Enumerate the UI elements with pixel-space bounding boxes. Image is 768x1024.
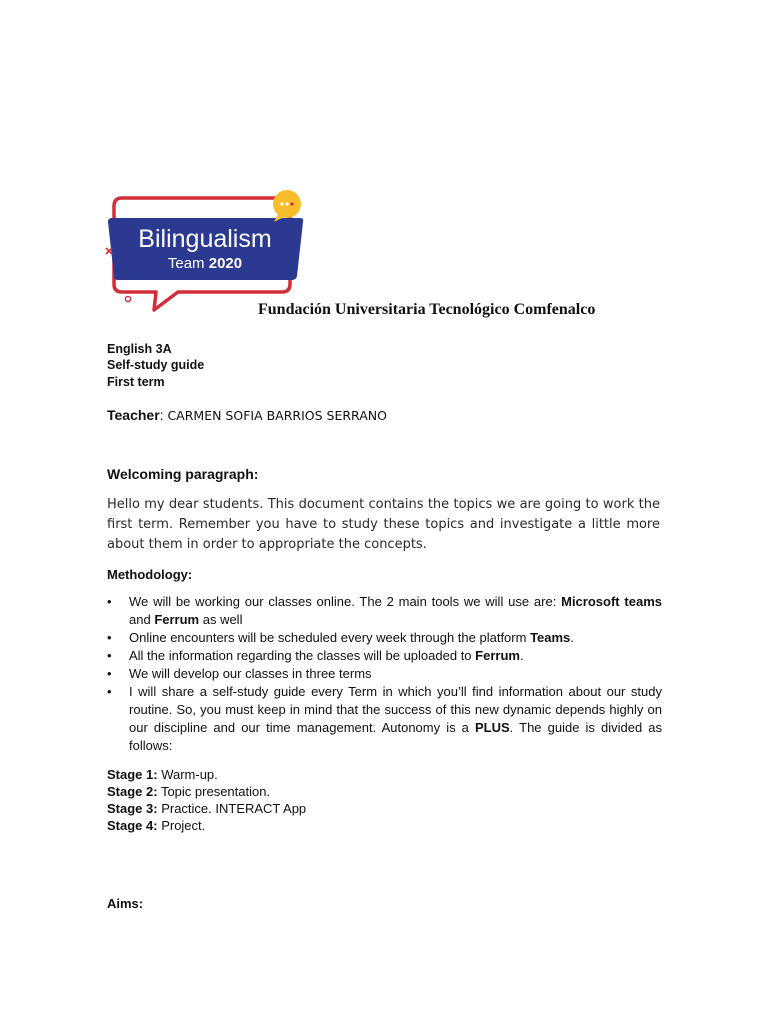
logo-line2: Team 2020: [167, 255, 243, 272]
logo-line1: Bilingualism: [138, 225, 272, 253]
bilingualism-team-logo: [104, 184, 306, 316]
methodology-heading: Methodology:: [107, 567, 193, 582]
methodology-item: • Online encounters will be scheduled every week through the platform Teams.: [107, 629, 662, 647]
stage-item: Stage 3: Practice. INTERACT App: [107, 801, 307, 816]
course-name: English 3A: [107, 342, 172, 356]
guide-title: Self-study guide: [107, 358, 205, 372]
stage-item: Stage 2: Topic presentation.: [107, 784, 271, 799]
teacher-name: CARMEN SOFIA BARRIOS SERRANO: [167, 408, 387, 423]
teacher-label: Teacher: [107, 407, 160, 423]
stages-list: [107, 766, 306, 834]
methodology-item: • All the information regarding the classes will be uploaded to Ferrum.: [107, 647, 662, 665]
stage-item: Stage 4: Project.: [107, 818, 206, 833]
aims-heading: Aims:: [107, 896, 144, 911]
methodology-item: • We will be working our classes online. The 2 main tools we will use are: Microsoft teams and Ferrum as well: [107, 593, 662, 629]
stage-item: Stage 1: Warm-up.: [107, 767, 218, 782]
methodology-item: • We will develop our classes in three terms: [107, 665, 662, 683]
welcome-paragraph: Hello my dear students. This document contains the topics we are going to work the first term. Remember you have to study these topics and investigate a little more about them in order to appropriate the concepts.: [107, 497, 660, 552]
teacher-line: [107, 407, 387, 423]
methodology-item: • I will share a self-study guide every Term in which you’ll find information about our study routine. So, you must keep in mind that the success of this new dynamic depends highly on our discipline and our time management. Autonomy is a PLUS. The guide is divided as follows:: [107, 683, 662, 755]
institution-name: Fundación Universitaria Tecnológico Comfenalco: [258, 301, 596, 318]
methodology-list: [107, 593, 662, 755]
term-label: First term: [107, 375, 165, 389]
teacher-separator: :: [159, 407, 168, 423]
welcome-heading: Welcoming paragraph:: [107, 466, 259, 482]
